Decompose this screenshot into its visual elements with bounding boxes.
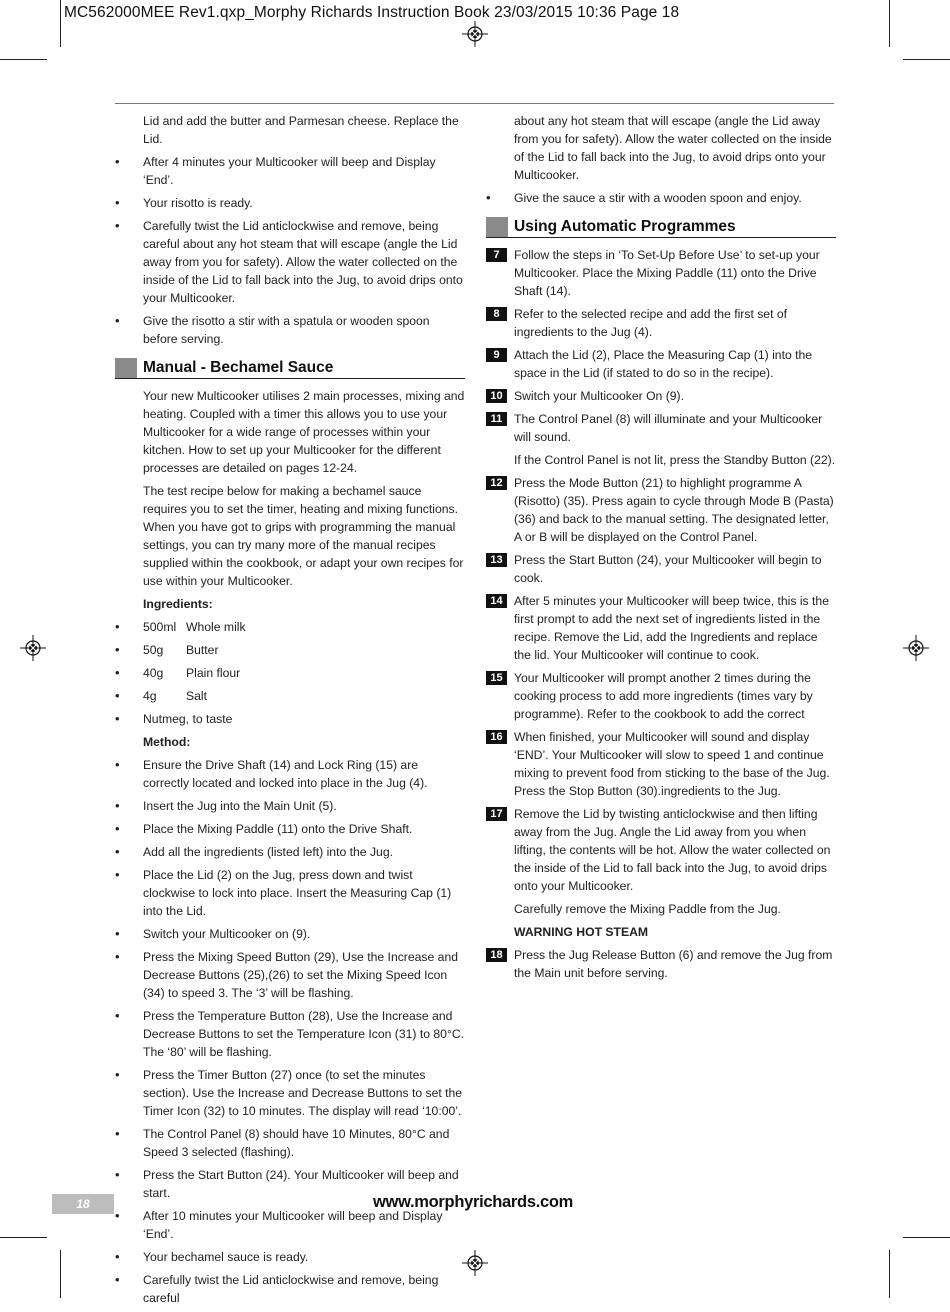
step-number-badge: 18 — [486, 948, 507, 962]
step-item — [486, 346, 836, 382]
method-step: • After 10 minutes your Multicooker will beep and Display ‘End’. — [115, 1207, 465, 1243]
step-text: After 5 minutes your Multicooker will beep twice, this is the first prompt to add the next set of ingredients listed in the recipe. Remove the Lid, add the Ingredients and replace the lid. Your Multicooker will continue to cook. — [514, 594, 829, 662]
step-text: Follow the steps in ‘To Set-Up Before Use’ to set-up your Multicooker. Place the Mixing Paddle (11) onto the Drive Shaft (14). — [514, 248, 820, 298]
crop-mark — [60, 1250, 61, 1298]
method-step: • Carefully twist the Lid anticlockwise and remove, being careful — [115, 1271, 465, 1307]
ingredient-item — [115, 710, 465, 728]
method-step: • Insert the Jug into the Main Unit (5). — [115, 797, 465, 815]
step-note: Carefully remove the Mixing Paddle from the Jug. — [514, 902, 781, 916]
registration-mark-icon — [20, 635, 46, 661]
heading-marker — [115, 358, 137, 378]
crop-mark — [889, 0, 890, 47]
method-step: • Press the Timer Button (27) once (to set the minutes section). Use the Increase and Decrease Buttons to set the Timer Icon (32) to 10 minutes. The display will read ‘10:00’. — [115, 1066, 465, 1120]
method-step: • Add all the ingredients (listed left) into the Jug. — [115, 843, 465, 861]
warning-text: WARNING HOT STEAM — [514, 925, 649, 939]
step-number-badge: 11 — [486, 412, 507, 426]
printer-slug: MC562000MEE Rev1.qxp_Morphy Richards Instruction Book 23/03/2015 10:36 Page 18 — [64, 4, 680, 21]
step-number-badge: 10 — [486, 389, 507, 403]
section-heading-bechamel — [115, 356, 465, 379]
sauce-final-steps — [486, 189, 836, 207]
automatic-steps — [486, 946, 836, 982]
list-item: • Carefully twist the Lid anticlockwise and remove, being careful about any hot steam that will escape (angle the Lid away from you for safety). Allow the water collected on the inside of the Lid to fall back into the Jug, to avoid drips onto your Multicooker. — [115, 217, 465, 307]
step-item — [486, 410, 836, 446]
website-url: www.morphyrichards.com — [373, 1193, 574, 1211]
ingredient-name: Nutmeg, to taste — [143, 712, 233, 726]
crop-mark — [0, 1237, 47, 1238]
crop-mark — [903, 59, 950, 60]
step-text: Press the Mode Button (21) to highlight programme A (Risotto) (35). Press again to cycle through Mode B (Pasta) (36) and back to the manual setting. The designated letter, A or B will be displayed on the Control Panel. — [514, 476, 834, 544]
method-step: • Press the Temperature Button (28), Use the Increase and Decrease Buttons to set the Temperature Icon (31) to 80°C. The ‘80’ will be flashing. — [115, 1007, 465, 1061]
ingredients-label: Ingredients: — [143, 597, 213, 611]
step-number-badge: 8 — [486, 307, 507, 321]
ingredients-list — [115, 618, 465, 728]
ingredient-item — [115, 687, 465, 705]
step-note: If the Control Panel is not lit, press the Standby Button (22). — [514, 453, 836, 467]
step-number-badge: 15 — [486, 671, 507, 685]
step-text: The Control Panel (8) will illuminate and your Multicooker will sound. — [514, 412, 823, 444]
step-item — [486, 946, 836, 982]
top-rule — [115, 103, 834, 104]
method-step: • Ensure the Drive Shaft (14) and Lock Ring (15) are correctly located and locked into place in the Jug (4). — [115, 756, 465, 792]
step-item — [486, 246, 836, 300]
registration-mark-icon — [903, 635, 929, 661]
method-step: • Place the Lid (2) on the Jug, press down and twist clockwise to lock into place. Insert the Measuring Cap (1) into the Lid. — [115, 866, 465, 920]
step-number-badge: 16 — [486, 730, 507, 744]
registration-mark-icon — [462, 1250, 488, 1276]
method-step: • The Control Panel (8) should have 10 Minutes, 80°C and Speed 3 selected (flashing). — [115, 1125, 465, 1161]
step-number-badge: 14 — [486, 594, 507, 608]
ingredient-item — [115, 618, 465, 636]
list-item: • After 4 minutes your Multicooker will beep and Display ‘End’. — [115, 153, 465, 189]
ingredient-name: Butter — [186, 643, 219, 657]
step-text: Your Multicooker will prompt another 2 times during the cooking process to add more ingredients (times vary by programme). Refer to the cookbook to add the correct — [514, 671, 813, 721]
list-item: • Give the sauce a stir with a wooden spoon and enjoy. — [486, 189, 836, 207]
method-step: • Place the Mixing Paddle (11) onto the Drive Shaft. — [115, 820, 465, 838]
step-number-badge: 17 — [486, 807, 507, 821]
method-step: • Switch your Multicooker on (9). — [115, 925, 465, 943]
crop-mark — [60, 0, 61, 47]
step-item — [486, 728, 836, 800]
crop-mark — [903, 1237, 950, 1238]
ingredient-item — [115, 664, 465, 682]
automatic-steps — [486, 246, 836, 446]
step-text: Remove the Lid by twisting anticlockwise and then lifting away from the Jug. Angle the Lid away from you when lifting, the contents will be hot. Allow the water collected on the inside of the Lid to fall back into the Jug, to avoid drips onto your Multicooker. — [514, 807, 831, 893]
method-step: • Press the Start Button (24). Your Multicooker will beep and start. — [115, 1166, 465, 1202]
continued-text: Lid and add the butter and Parmesan cheese. Replace the Lid. — [143, 114, 459, 146]
ingredient-qty: 50g — [143, 643, 164, 657]
ingredient-item — [115, 641, 465, 659]
section-heading-automatic — [486, 215, 836, 238]
left-column — [115, 112, 465, 1312]
step-text: Press the Start Button (24), your Multicooker will begin to cook. — [514, 553, 822, 585]
step-item — [486, 592, 836, 664]
step-number-badge: 12 — [486, 476, 507, 490]
step-text: When finished, your Multicooker will sound and display ‘END’. Your Multicooker will slow to speed 1 and continue mixing to prevent food from sticking to the base of the Jug. Press the Stop Button (30).ingredients to the Jug. — [514, 730, 830, 798]
ingredient-qty: 500ml — [143, 620, 177, 634]
intro-paragraph: The test recipe below for making a bechamel sauce requires you to set the timer, heating and mixing functions. When you have got to grips with programming the manual settings, you can try many more of the manual recipes supplied within the cookbook, or adapt your own recipes for use within your Multicooker. — [143, 484, 464, 588]
step-number-badge: 7 — [486, 248, 507, 262]
intro-paragraph: Your new Multicooker utilises 2 main processes, mixing and heating. Coupled with a timer this allows you to use your Multicooker for a wide range of processes within your kitchen. How to set up your Multicooker for the different processes are detailed on pages 12-24. — [143, 389, 465, 475]
step-text: Press the Jug Release Button (6) and remove the Jug from the Main unit before serving. — [514, 948, 833, 980]
method-step: • Press the Mixing Speed Button (29), Use the Increase and Decrease Buttons (25),(26) to set the Mixing Speed Icon (34) to speed 3. The ‘3’ will be flashing. — [115, 948, 465, 1002]
step-text: Refer to the selected recipe and add the first set of ingredients to the Jug (4). — [514, 307, 788, 339]
method-step: • Your bechamel sauce is ready. — [115, 1248, 465, 1266]
crop-mark — [0, 59, 47, 60]
ingredient-name: Salt — [186, 689, 208, 703]
registration-mark-icon — [462, 21, 488, 47]
method-label: Method: — [143, 735, 191, 749]
step-text: Attach the Lid (2), Place the Measuring Cap (1) into the space in the Lid (if stated to do so in the recipe). — [514, 348, 813, 380]
right-column — [486, 112, 836, 987]
step-item — [486, 551, 836, 587]
list-item: • Your risotto is ready. — [115, 194, 465, 212]
crop-mark — [889, 1250, 890, 1298]
step-item — [486, 474, 836, 546]
ingredient-name: Plain flour — [186, 666, 241, 680]
continued-text: about any hot steam that will escape (angle the Lid away from you for safety). Allow the water collected on the inside of the Lid to fall back into the Jug, to avoid drips onto your Multicooker. — [514, 114, 832, 182]
step-number-badge: 9 — [486, 348, 507, 362]
list-item: • Give the risotto a stir with a spatula or wooden spoon before serving. — [115, 312, 465, 348]
ingredient-qty: 4g — [143, 689, 157, 703]
automatic-steps — [486, 474, 836, 895]
step-item — [486, 387, 836, 405]
step-item — [486, 669, 836, 723]
section-title: Using Automatic Programmes — [514, 218, 736, 235]
step-text: Switch your Multicooker On (9). — [514, 389, 685, 403]
ingredient-name: Whole milk — [186, 620, 246, 634]
step-item — [486, 305, 836, 341]
risotto-final-steps — [115, 153, 465, 348]
page-number: 18 — [52, 1194, 114, 1214]
method-list — [115, 756, 465, 1307]
step-number-badge: 13 — [486, 553, 507, 567]
heading-marker — [486, 217, 508, 237]
step-item — [486, 805, 836, 895]
section-title: Manual - Bechamel Sauce — [143, 359, 334, 376]
ingredient-qty: 40g — [143, 666, 164, 680]
